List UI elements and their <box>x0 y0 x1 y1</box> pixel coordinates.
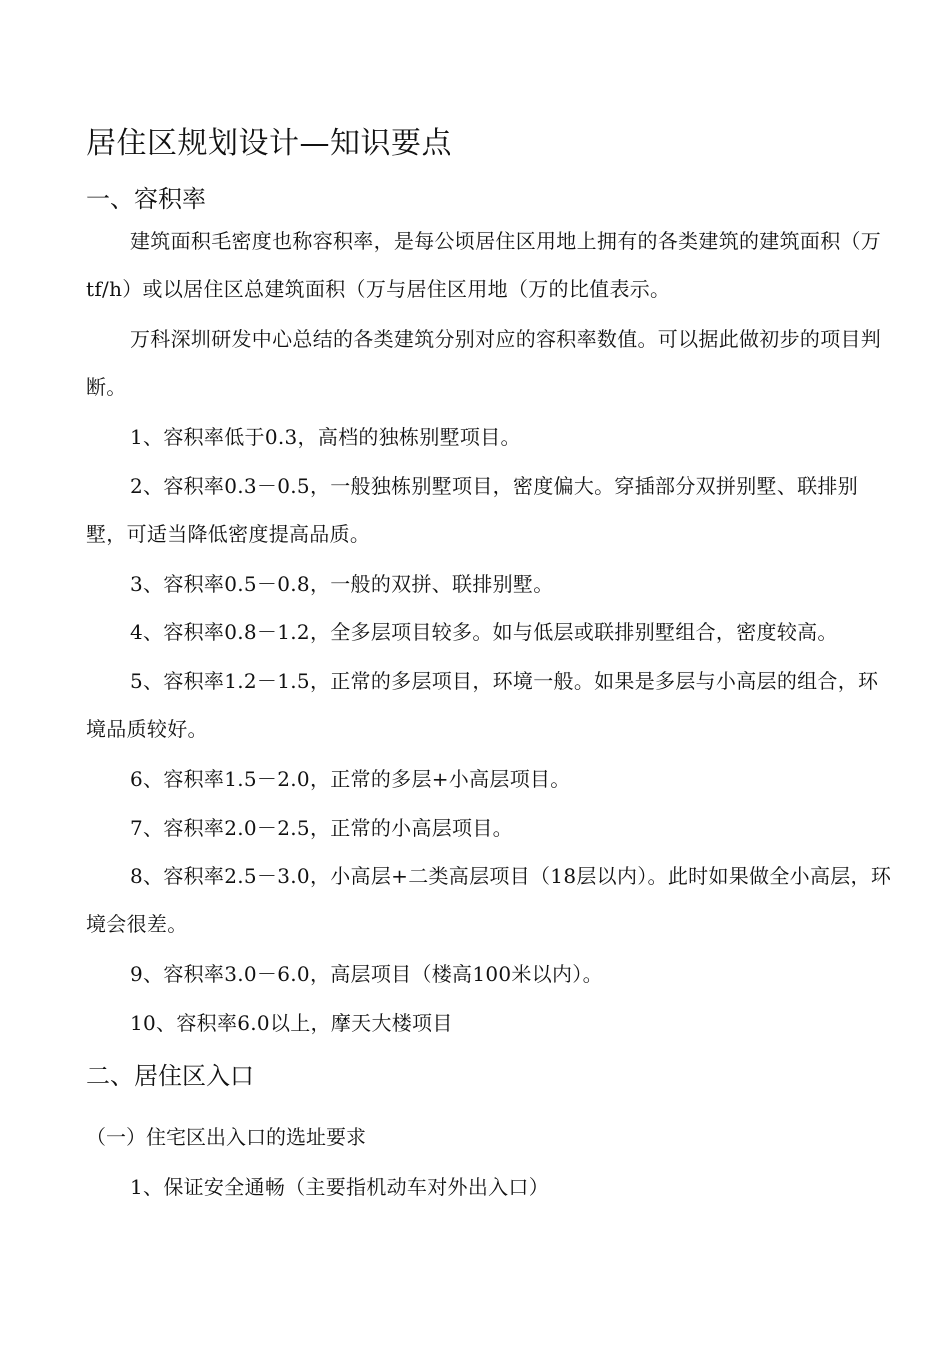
list-item: 6、容积率1.5－2.0，正常的多层+小高层项目。 <box>130 767 571 791</box>
subsection-heading: （一）住宅区出入口的选址要求 <box>86 1125 366 1149</box>
list-item: 1、容积率低于0.3，高档的独栋别墅项目。 <box>130 425 521 449</box>
list-item: 10、容积率6.0以上，摩天大楼项目 <box>130 1011 453 1035</box>
list-item: 1、保证安全通畅（主要指机动车对外出入口） <box>130 1175 550 1199</box>
list-item: 4、容积率0.8－1.2，全多层项目较多。如与低层或联排别墅组合，密度较高。 <box>130 620 838 644</box>
list-item: 2、容积率0.3－0.5，一般独栋别墅项目，密度偏大。穿插部分双拼别墅、联排别墅，可适当降低密度提高品质。 <box>86 474 859 546</box>
section-heading-floor-area-ratio: 一、容积率 <box>86 185 206 213</box>
list-item: 8、容积率2.5－3.0，小高层+二类高层项目（18层以内）。此时如果做全小高层，环境会很差。 <box>86 864 892 936</box>
document-title: 居住区规划设计—知识要点 <box>86 126 452 161</box>
list-item: 3、容积率0.5－0.8，一般的双拼、联排别墅。 <box>130 572 554 596</box>
paragraph-vanke-summary: 万科深圳研发中心总结的各类建筑分别对应的容积率数值。可以据此做初步的项目判断。 <box>86 327 882 399</box>
paragraph-definition: 建筑面积毛密度也称容积率，是每公顷居住区用地上拥有的各类建筑的建筑面积（万tf/h）或以居住区总建筑面积（万与居住区用地（万的比值表示。 <box>86 229 882 301</box>
list-item: 9、容积率3.0－6.0，高层项目（楼高100米以内）。 <box>130 962 603 986</box>
list-item: 5、容积率1.2－1.5，正常的多层项目，环境一般。如果是多层与小高层的组合，环境品质较好。 <box>86 669 879 741</box>
section-heading-entrance: 二、居住区入口 <box>86 1062 254 1090</box>
list-item: 7、容积率2.0－2.5，正常的小高层项目。 <box>130 816 513 840</box>
